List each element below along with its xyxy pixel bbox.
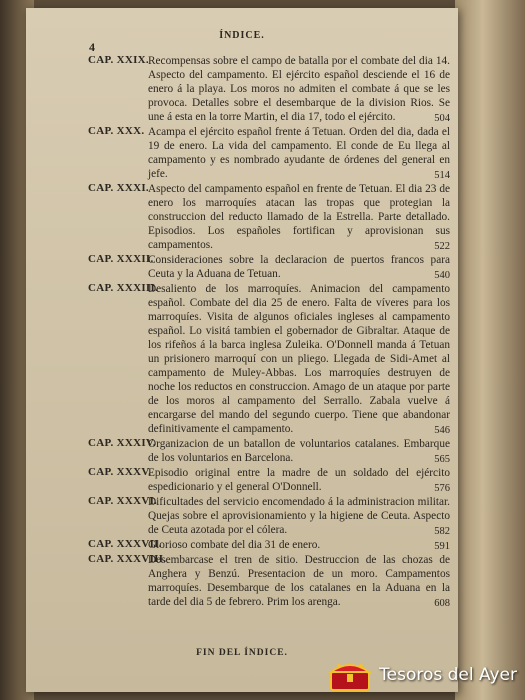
chapter-label: CAP. XXXV. bbox=[88, 466, 152, 478]
chapter-label: CAP. XXXIII. bbox=[88, 282, 159, 294]
chapter-summary: Acampa el ejército español frente á Tetuan. Orden del dia, dada el 19 de enero. La vida del campamento. El conde de Eu llega al campamento y es nombrado ayudante de órdenes del general en jefe. bbox=[148, 126, 450, 180]
index-entry bbox=[88, 437, 450, 465]
index-entry bbox=[88, 553, 450, 609]
index-entry bbox=[88, 538, 450, 552]
photo-background-right bbox=[455, 0, 525, 700]
chapter-summary: Desembarcase el tren de sitio. Destruccion de las chozas de Anghera y Benzú. Presentacion de un moro. Campamentos marroquíes. Desembarque de los catalanes en la Aduana en la tarde del dia 5 de febrero. Prim los arenga. bbox=[148, 554, 450, 608]
chapter-label: CAP. XXIX. bbox=[88, 54, 149, 66]
running-head: ÍNDICE. bbox=[219, 30, 265, 41]
page-reference: 540 bbox=[434, 270, 450, 281]
index-entry bbox=[88, 125, 450, 181]
chapter-label: CAP. XXXVII. bbox=[88, 538, 162, 550]
chapter-summary: Organizacion de un batallon de voluntarios catalanes. Embarque de los voluntarios en Barcelona. bbox=[148, 438, 450, 464]
page-reference: 546 bbox=[434, 425, 450, 436]
page-reference: 576 bbox=[434, 483, 450, 494]
page-reference: 565 bbox=[434, 454, 450, 465]
chapter-summary: Glorioso combate del dia 31 de enero. bbox=[148, 539, 321, 551]
chapter-summary: Aspecto del campamento español en frente de Tetuan. El dia 23 de enero los marroquíes atacan las tropas que protegian la construccion del reducto llamado de la Estrella. Parte detallado. Episodios. Los españoles fortifican y aprovisionan sus campamentos. bbox=[148, 183, 450, 251]
chapter-summary: Recompensas sobre el campo de batalla por el combate del dia 14. Aspecto del campamento. El ejército español desciende el 16 de enero á la playa. Los moros no admiten el combate á que se les provoca. Detalles sobre el desembarque de la division Rios. Se une á esta en la torre Martin, el dia 17, todo el ejército. bbox=[148, 55, 450, 123]
index-entries bbox=[88, 54, 450, 610]
chapter-summary: Consideraciones sobre la declaracion de puertos francos para Ceuta y la Aduana de Tetuan. bbox=[148, 254, 450, 280]
chapter-summary: Episodio original entre la madre de un soldado del ejército espedicionario y el general O'Donnell. bbox=[148, 467, 450, 493]
watermark-text: Tesoros del Ayer bbox=[379, 665, 517, 685]
chapter-summary: Dificultades del servicio encomendado á la administracion militar. Quejas sobre el aprovisionamiento y la higiene de Ceuta. Aspecto de Ceuta azotada por el cólera. bbox=[148, 496, 450, 536]
book-page bbox=[26, 8, 458, 692]
page-reference: 514 bbox=[434, 170, 450, 181]
chapter-label: CAP. XXXIV. bbox=[88, 437, 156, 449]
index-entry bbox=[88, 466, 450, 494]
index-entry bbox=[88, 495, 450, 537]
index-entry bbox=[88, 54, 450, 124]
chapter-label: CAP. XXXII. bbox=[88, 253, 154, 265]
page-reference: 582 bbox=[434, 526, 450, 537]
index-entry bbox=[88, 253, 450, 281]
closing-line: FIN DEL ÍNDICE. bbox=[196, 648, 288, 658]
chapter-label: CAP. XXXVIII. bbox=[88, 553, 167, 565]
index-entry bbox=[88, 282, 450, 436]
treasure-chest-icon bbox=[327, 658, 373, 692]
chapter-label: CAP. XXX. bbox=[88, 125, 145, 137]
chapter-summary: Desaliento de los marroquíes. Animacion del campamento español. Combate del dia 25 de enero. Falta de víveres para los marroquíes. Visita de algunos oficiales ingleses al campamento español. Lo visitá tambien el gobernador de Gibraltar. Ataque de los rifeños á la barca inglesa Zuleika. O'Donnell manda á Tetuan un prisionero marroquí con un pliego. Llegada de Sidi-Amet al campamento de Muley-Abbas. Los marroquíes destruyen de noche los reductos en construccion. Amago de un ataque por parte de los moros al campamento del Serrallo. Zabala vuelve á encargarse del mando del segundo cuerpo. Tiene que abandonar definitivamente el campamento. bbox=[148, 283, 450, 435]
index-entry bbox=[88, 182, 450, 252]
page-reference: 591 bbox=[434, 541, 450, 552]
chapter-label: CAP. XXXVI. bbox=[88, 495, 158, 507]
page-reference: 522 bbox=[434, 241, 450, 252]
page-reference: 504 bbox=[434, 113, 450, 124]
chapter-label: CAP. XXXI. bbox=[88, 182, 149, 194]
watermark bbox=[327, 658, 517, 692]
page-number: 4 bbox=[89, 40, 95, 54]
page-reference: 608 bbox=[434, 598, 450, 609]
